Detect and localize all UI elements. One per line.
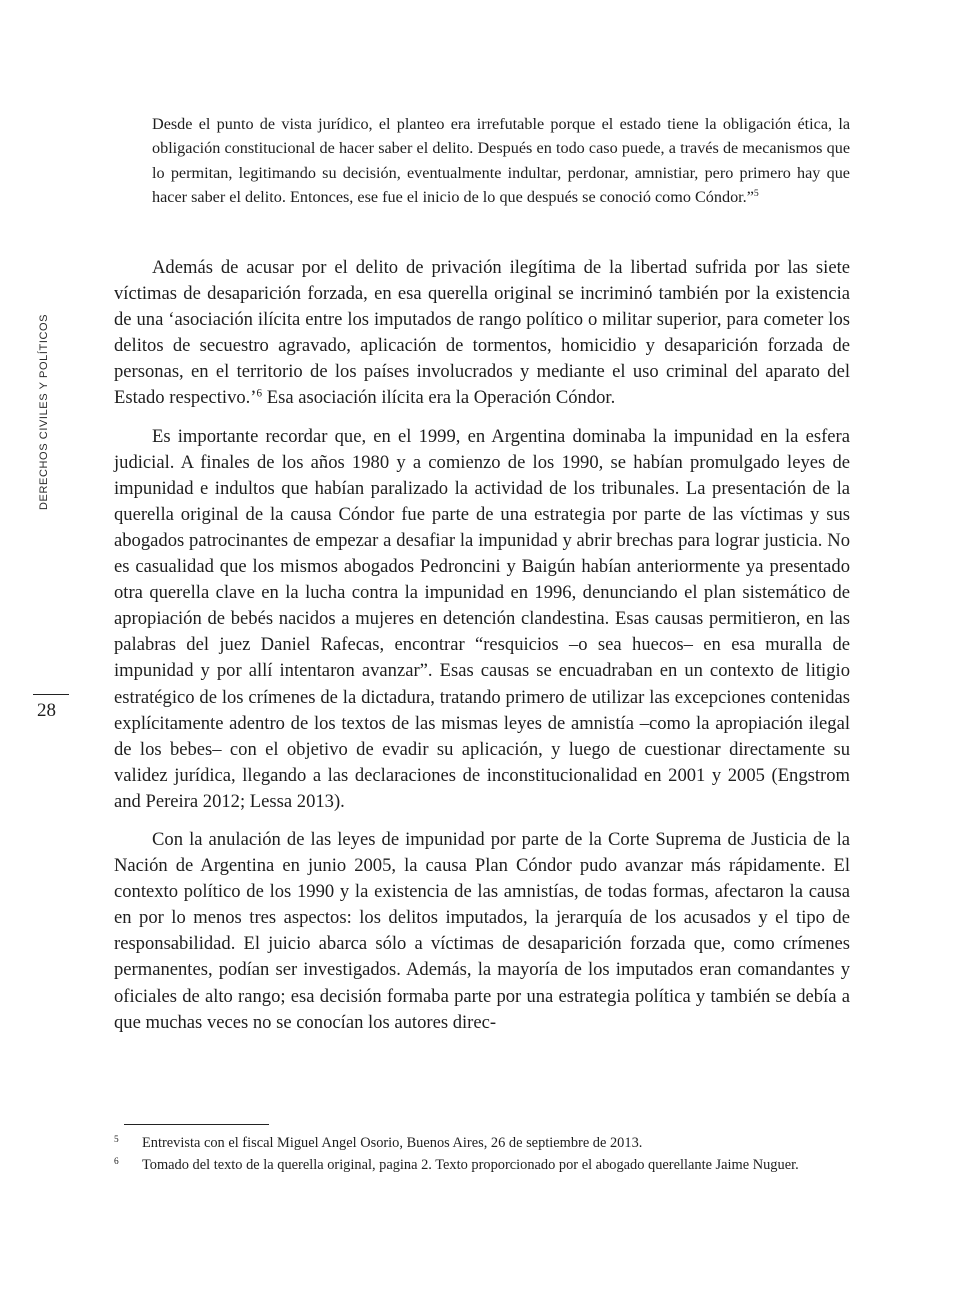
footnote-separator <box>124 1124 269 1125</box>
footnote-ref-5[interactable]: 5 <box>753 188 759 200</box>
footnote-text: Entrevista con el fiscal Miguel Angel Osorio, Buenos Aires, 26 de septiembre de 2013. <box>142 1135 643 1151</box>
footnote-5: 5 Entrevista con el fiscal Miguel Angel Osorio, Buenos Aires, 26 de septiembre de 2013. <box>114 1135 643 1151</box>
footnotes <box>114 1132 850 1176</box>
paragraph-text: Con la anulación de las leyes de impunidad por parte de la Corte Suprema de Justicia de la Nación de Argentina en junio 2005, la causa Plan Cóndor pudo avanzar más rápidamente. El contexto político de los 1990 y la existencia de las amnistías, de todas formas, afectaron la causa en por lo menos tres aspectos: los delitos imputados, la jerarquía de los acusados y el tipo de responsabilidad. El juicio abarca sólo a víctimas de desaparición forzada que, como crímenes permanentes, podían ser investigados. Además, la mayoría de los imputados eran comandantes y oficiales de alto rango; esa decisión formaba parte por una estrategia política y también se debía a que muchas veces no se conocían los autores direc- <box>114 828 850 1033</box>
block-quote <box>152 112 850 210</box>
running-header-section-title: DERECHOS CIVILES Y POLÍTICOS <box>38 313 50 510</box>
body-paragraph-2 <box>114 424 850 815</box>
page-number: 28 <box>37 700 56 721</box>
body-text <box>114 255 850 1048</box>
page-number-rule <box>33 694 69 695</box>
body-paragraph-1 <box>114 255 850 412</box>
paragraph-text-continued: Esa asociación ilícita era la Operación Cóndor. <box>262 387 616 409</box>
paragraph-text: Además de acusar por el delito de privación ilegítima de la libertad sufrida por las siete víctimas de desaparición forzada, en esa querella original se incriminó también por la existencia de una ‘asociación ilícita entre los imputados de rango político o militar superior, para cometer los delitos de secuestro agravado, aplicación de tormentos, homicidio y desaparición forzada de personas, en el territorio de los países involucrados y mediante el uso criminal del aparato del Estado respectivo.’ <box>114 257 850 409</box>
body-paragraph-3 <box>114 827 850 1036</box>
footnote-ref-6[interactable]: 6 <box>256 387 263 400</box>
block-quote-text: Desde el punto de vista jurídico, el planteo era irrefutable porque el estado tiene la obligación ética, la obligación constitucional de hacer saber el delito. Después en todo caso puede, a través de mecanismos que lo permitan, legitimando su decisión, eventualmente indultar, perdonar, amnistiar, pero primero hay que hacer saber el delito. Entonces, ese fue el inicio de lo que después se conoció como Cóndor.” <box>152 115 850 207</box>
footnote-text: Tomado del texto de la querella original, pagina 2. Texto proporcionado por el abogado querellante Jaime Nuguer. <box>142 1157 799 1173</box>
paragraph-text: Es importante recordar que, en el 1999, en Argentina dominaba la impunidad en la esfera judicial. A finales de los años 1980 y a comienzo de los 1990, se habían promulgado leyes de impunidad e indultos que habían paralizado la actividad de los tribunales. La presentación de la querella original de la causa Cóndor fue parte de una estrategia por parte de las víctimas y sus abogados patrocinantes de empezar a desafiar la impunidad y abrir brechas para lograr justicia. No es casualidad que los mismos abogados Pedroncini y Baigún habían anteriormente ya presentado otra querella clave en la lucha contra la impunidad en 1996, denunciando el plan sistemático de apropiación de bebés nacidos a mujeres en detención clandestina. Esas causas permitieron, en las palabras del juez Daniel Rafecas, encontrar “resquicios –o sea huecos– en esa muralla de impunidad y por allí intentaron avanzar”. Esas causas se encuadraban en un contexto de litigio estratégico de los crímenes de la dictadura, tratando primero de utilizar las excepciones contenidas explícitamente adentro de los textos de las mismas leyes de amnistía –como la apropiación ilegal de los bebes– con el objetivo de evadir su aplicación, y luego de cuestionar directamente su validez jurídica, llegando a las declaraciones de inconstitucionalidad en 2001 y 2005 (Engstrom and Pereira 2012; Lessa 2013). <box>114 425 850 812</box>
footnote-6: 6 Tomado del texto de la querella original, pagina 2. Texto proporcionado por el abogado querellante Jaime Nuguer. <box>114 1157 799 1173</box>
